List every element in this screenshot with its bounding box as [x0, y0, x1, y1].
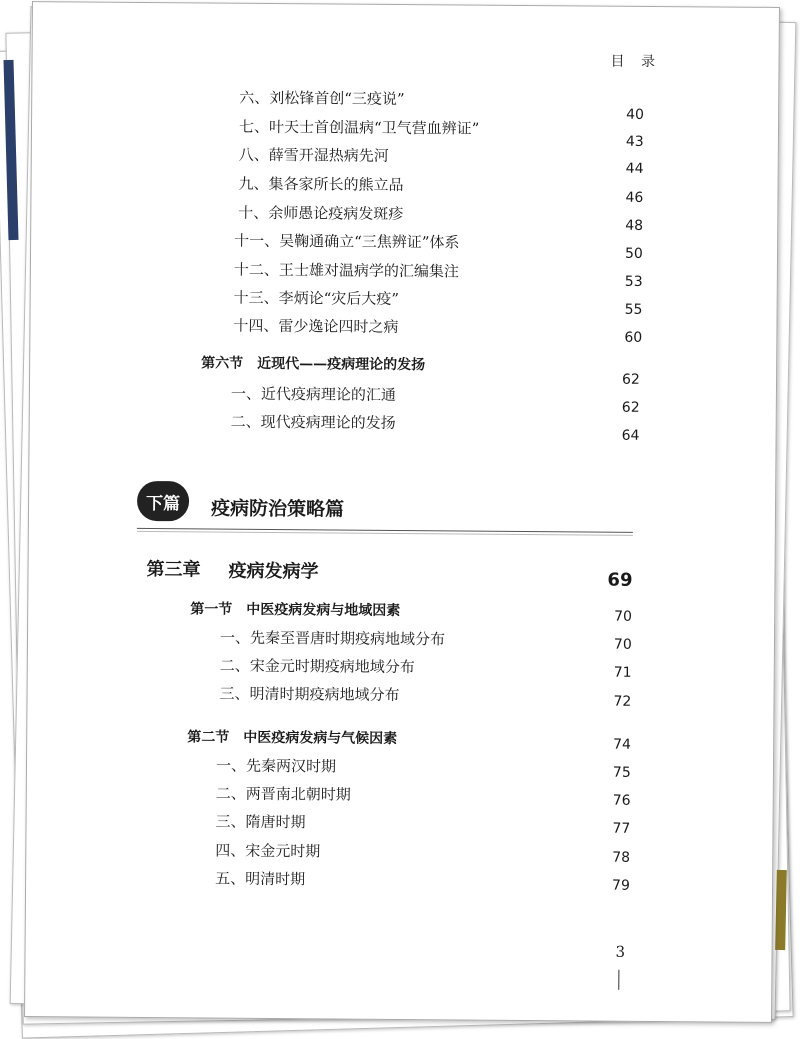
toc-page-number: 76 [612, 792, 631, 809]
part-badge: 下篇 [137, 481, 189, 521]
toc-entry[interactable]: 三、明清时期疫病地域分布 [219, 684, 400, 704]
toc-entry[interactable]: 九、集各家所长的熊立品 [238, 174, 404, 195]
running-header: 目 录 [610, 53, 662, 71]
part-title[interactable]: 疫病防治策略篇 [210, 497, 345, 521]
toc-entry[interactable]: 十三、李炳论“灾后大疫” [233, 288, 400, 308]
chapter-page-number: 69 [607, 569, 633, 591]
toc-page-number: 62 [621, 371, 640, 388]
toc-entry[interactable]: 十四、雷少逸论四时之病 [233, 316, 399, 336]
toc-page-number: 70 [613, 636, 632, 653]
toc-page-number: 70 [614, 608, 633, 625]
toc-page-number: 55 [624, 301, 643, 318]
chapter-title[interactable]: 疫病发病学 [228, 560, 319, 583]
toc-entry[interactable]: 一、先秦至晋唐时期疫病地域分布 [219, 628, 446, 649]
toc-entry[interactable]: 七、叶天士首创温病“卫气营血辨证” [238, 117, 480, 138]
toc-page-number: 43 [625, 133, 644, 150]
page-tick-mark [618, 970, 619, 990]
toc-entry[interactable]: 十一、吴鞠通确立“三焦辨证”体系 [234, 231, 460, 252]
cover-edge [775, 870, 787, 950]
toc-page-number: 44 [625, 160, 644, 177]
section-heading[interactable]: 第一节 中医疫病发病与地域因素 [190, 601, 401, 619]
section-heading[interactable]: 第六节 近现代——疫病理论的发扬 [201, 355, 426, 374]
toc-entry[interactable]: 二、两晋南北朝时期 [215, 784, 351, 804]
toc-page-number: 48 [625, 217, 644, 234]
toc-page-number: 60 [624, 329, 643, 346]
toc-page-number: 75 [612, 764, 631, 781]
toc-entry[interactable]: 六、刘松锋首创“三疫说” [239, 88, 405, 109]
toc-page-number: 50 [624, 245, 643, 262]
toc-page-number: 77 [612, 820, 631, 837]
toc-page-number: 71 [613, 664, 632, 681]
toc-page [24, 1, 780, 1023]
toc-page-number: 74 [613, 736, 632, 753]
toc-entry[interactable]: 三、隋唐时期 [215, 812, 306, 832]
toc-page-number: 40 [626, 106, 645, 123]
toc-page-number: 72 [613, 693, 632, 710]
toc-page-number: 79 [612, 877, 630, 894]
toc-page-number: 78 [612, 849, 631, 866]
chapter-label[interactable]: 第三章 [146, 558, 201, 581]
toc-page-number: 64 [621, 427, 640, 444]
toc-entry[interactable]: 十二、王士雄对温病学的汇编集注 [233, 260, 459, 281]
toc-page-number: 53 [624, 273, 643, 290]
page-number: 3 [615, 942, 626, 961]
toc-entry[interactable]: 四、宋金元时期 [215, 841, 321, 861]
toc-entry[interactable]: 一、近代疫病理论的汇通 [230, 384, 397, 404]
toc-entry[interactable]: 八、薛雪开湿热病先河 [238, 145, 389, 165]
toc-page-number: 46 [625, 189, 644, 206]
toc-page-number: 62 [621, 399, 640, 416]
toc-entry[interactable]: 二、宋金元时期疫病地域分布 [219, 656, 415, 677]
toc-entry[interactable]: 五、明清时期 [215, 869, 306, 889]
section-heading[interactable]: 第二节 中医疫病发病与气候因素 [187, 729, 398, 747]
toc-entry[interactable]: 十、余师愚论疫病发斑疹 [238, 203, 404, 224]
toc-entry[interactable]: 一、先秦两汉时期 [215, 756, 337, 776]
toc-entry[interactable]: 二、现代疫病理论的发扬 [230, 412, 396, 432]
